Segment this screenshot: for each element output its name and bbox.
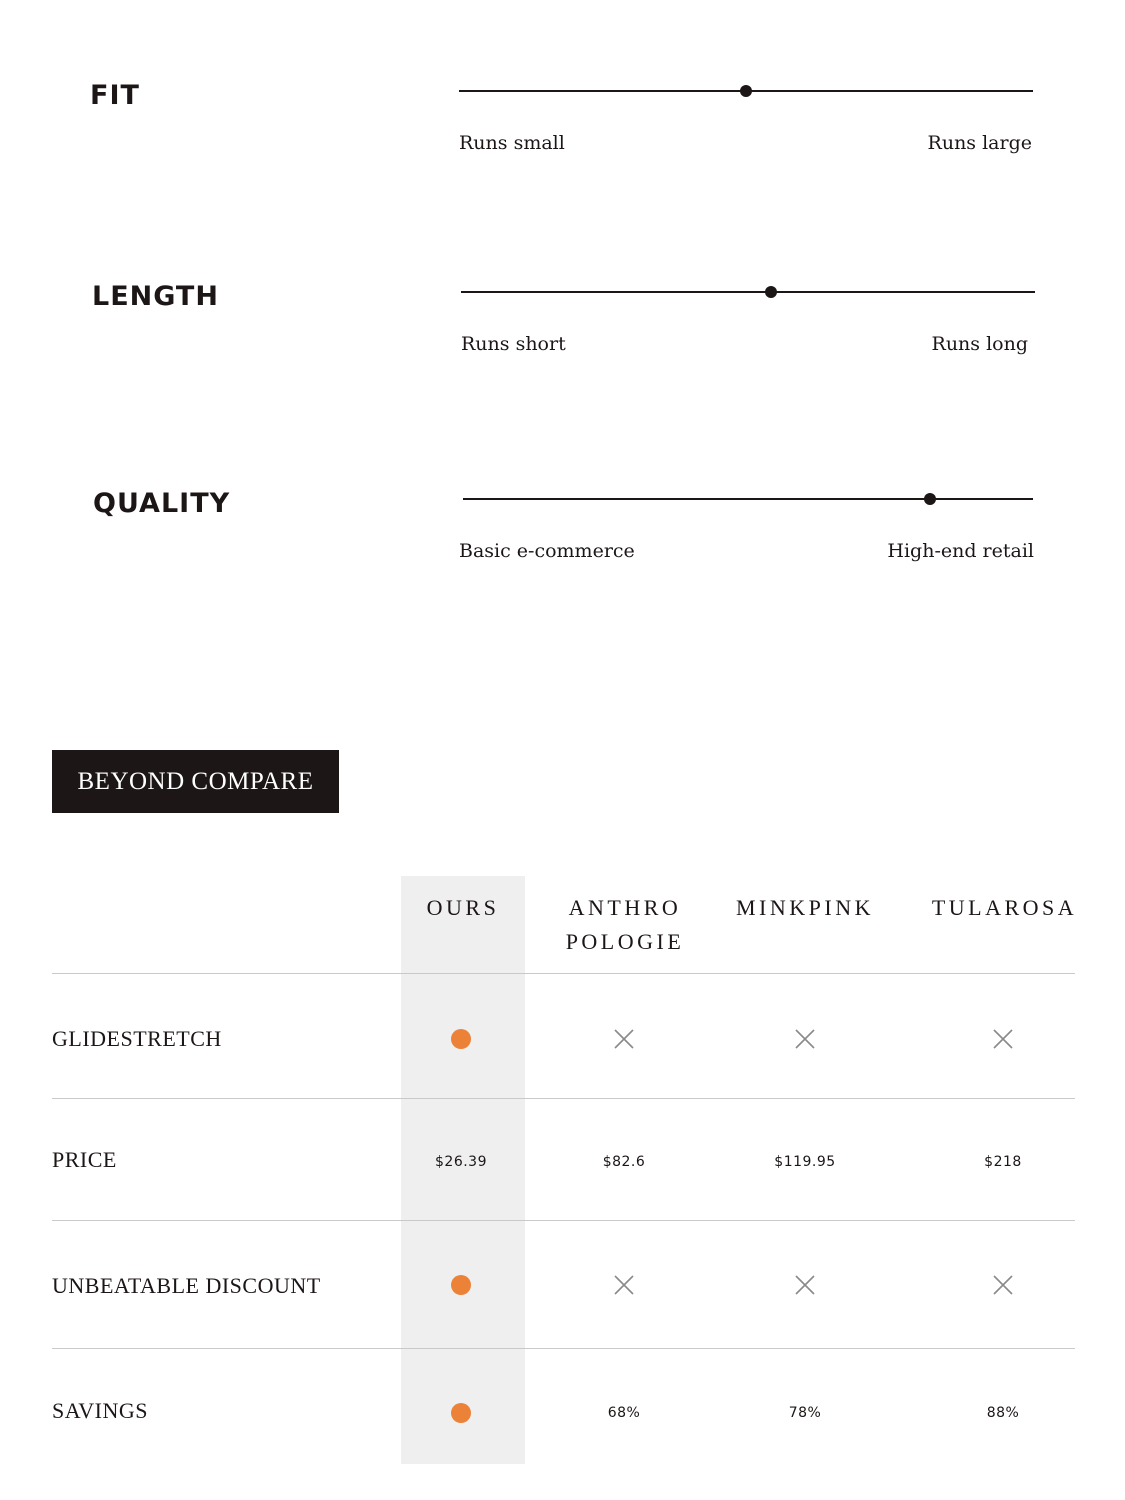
cell-value: $26.39 <box>435 1154 487 1170</box>
table-cell <box>544 1274 704 1300</box>
row-divider <box>52 973 1075 974</box>
fit-left-label: Runs small <box>459 132 565 154</box>
length-title: LENGTH <box>92 281 219 312</box>
row-divider <box>52 1098 1075 1099</box>
ours-column-highlight <box>401 876 525 1464</box>
beyond-compare-banner: BEYOND COMPARE <box>52 750 339 813</box>
table-cell <box>381 1275 541 1299</box>
table-cell <box>923 1154 1083 1170</box>
length-marker <box>765 286 777 298</box>
table-cell <box>381 1029 541 1053</box>
length-right-label: Runs long <box>931 333 1028 355</box>
table-cell <box>381 1403 541 1427</box>
fit-marker <box>740 85 752 97</box>
x-icon <box>992 1274 1014 1296</box>
column-header-line: POLOGIE <box>565 929 685 954</box>
row-label-glidestretch: GLIDESTRETCH <box>52 1026 222 1051</box>
table-cell <box>725 1274 885 1300</box>
column-header-minkpink <box>725 891 885 925</box>
length-track <box>461 291 1035 293</box>
fit-title: FIT <box>90 80 140 111</box>
table-cell <box>923 1274 1083 1300</box>
x-icon <box>613 1028 635 1050</box>
quality-title: QUALITY <box>93 488 231 519</box>
cell-value: 78% <box>788 1405 822 1421</box>
row-label-price: PRICE <box>52 1147 117 1172</box>
table-cell <box>544 1405 704 1421</box>
quality-right-label: High-end retail <box>887 540 1034 562</box>
table-cell <box>923 1028 1083 1054</box>
table-cell <box>923 1405 1083 1421</box>
column-header-line: OURS <box>426 895 500 920</box>
table-cell <box>725 1028 885 1054</box>
quality-track <box>463 498 1033 500</box>
x-icon <box>613 1274 635 1296</box>
column-header-anthropologie <box>545 891 705 959</box>
column-header-line: MINKPINK <box>736 895 874 920</box>
cell-value: $218 <box>984 1154 1022 1170</box>
column-header-tularosa <box>922 891 1087 925</box>
length-left-label: Runs short <box>461 333 566 355</box>
x-icon <box>992 1028 1014 1050</box>
filled-circle-icon <box>451 1275 471 1295</box>
table-cell <box>725 1154 885 1170</box>
row-divider <box>52 1220 1075 1221</box>
column-header-line: TULAROSA <box>931 895 1078 920</box>
table-cell <box>544 1154 704 1170</box>
x-icon <box>794 1028 816 1050</box>
cell-value: $119.95 <box>774 1154 836 1170</box>
quality-marker <box>924 493 936 505</box>
table-cell <box>725 1405 885 1421</box>
column-header-line: ANTHRO <box>568 895 682 920</box>
cell-value: 68% <box>607 1405 641 1421</box>
row-label-unbeatable-discount: UNBEATABLE DISCOUNT <box>52 1273 321 1298</box>
cell-value: $82.6 <box>602 1154 646 1170</box>
quality-left-label: Basic e-commerce <box>459 540 635 562</box>
table-cell <box>544 1028 704 1054</box>
column-header-ours <box>403 891 523 925</box>
table-cell <box>381 1154 541 1170</box>
row-divider <box>52 1348 1075 1349</box>
cell-value: 88% <box>986 1405 1020 1421</box>
filled-circle-icon <box>451 1029 471 1049</box>
x-icon <box>794 1274 816 1296</box>
fit-track <box>459 90 1033 92</box>
fit-right-label: Runs large <box>927 132 1032 154</box>
row-label-savings: SAVINGS <box>52 1398 149 1423</box>
filled-circle-icon <box>451 1403 471 1423</box>
